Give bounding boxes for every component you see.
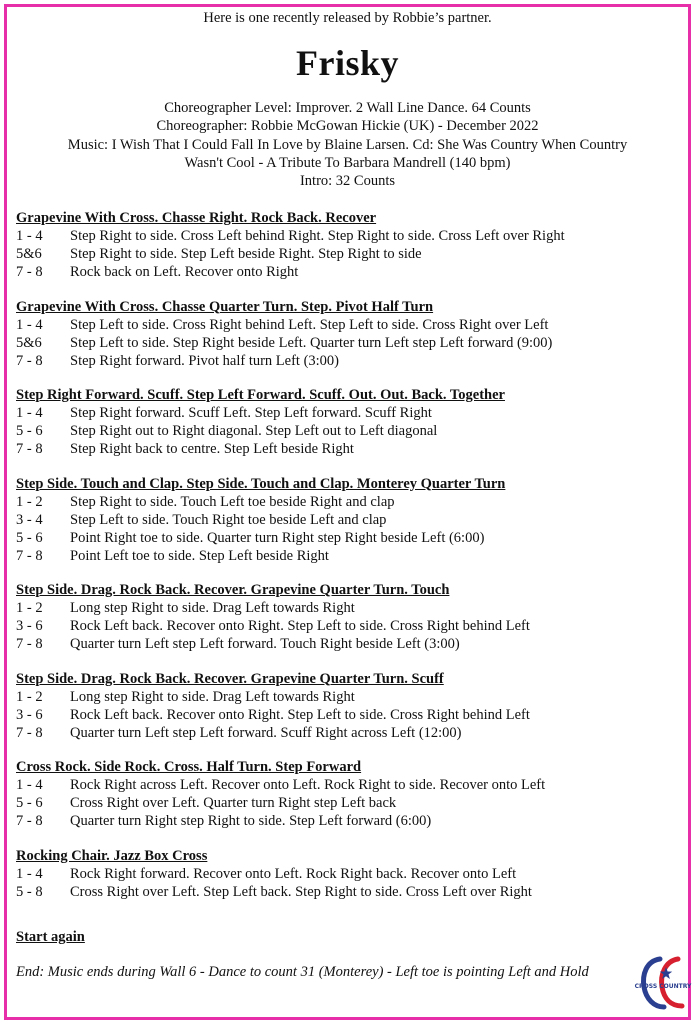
step-count: 5&6 bbox=[16, 334, 42, 351]
step-row bbox=[16, 688, 676, 706]
step-description: Long step Right to side. Drag Left towards Right bbox=[70, 600, 355, 616]
info-music: Music: I Wish That I Could Fall In Love by Blaine Larsen. Cd: She Was Country When Country bbox=[67, 136, 628, 153]
logo-text: CROSS COUNTRY bbox=[634, 983, 692, 990]
step-count: 7 - 8 bbox=[16, 264, 43, 280]
step-row bbox=[16, 511, 676, 529]
step-row bbox=[16, 547, 676, 565]
step-count: 1 - 4 bbox=[16, 405, 43, 421]
step-description: Step Right to side. Cross Left behind Right. Step Right to side. Cross Left over Right bbox=[70, 228, 565, 244]
ending-note: End: Music ends during Wall 6 - Dance to count 31 (Monterey) - Left toe is pointing Left and Hold bbox=[16, 964, 589, 980]
step-count: 3 - 6 bbox=[16, 618, 43, 634]
step-description: Quarter turn Left step Left forward. Scuff Right across Left (12:00) bbox=[70, 724, 462, 741]
step-row bbox=[16, 493, 676, 511]
step-count: 5 - 6 bbox=[16, 529, 43, 546]
step-description: Step Right back to centre. Step Left beside Right bbox=[70, 441, 354, 457]
step-row bbox=[16, 227, 676, 245]
step-count: 5 - 8 bbox=[16, 883, 43, 900]
step-row bbox=[16, 334, 676, 352]
step-description: Rock back on Left. Recover onto Right bbox=[70, 264, 299, 280]
section-heading: Rocking Chair. Jazz Box Cross bbox=[16, 847, 208, 864]
start-again: Start again bbox=[16, 929, 85, 945]
step-description: Step Right out to Right diagonal. Step Left out to Left diagonal bbox=[70, 423, 438, 439]
step-row bbox=[16, 352, 676, 370]
step-row bbox=[16, 812, 676, 830]
section-heading: Grapevine With Cross. Chasse Right. Rock Back. Recover bbox=[16, 210, 377, 226]
step-description: Point Left toe to side. Step Left beside Right bbox=[70, 547, 329, 564]
step-count: 1 - 2 bbox=[16, 688, 43, 705]
step-description: Step Right to side. Step Left beside Right. Step Right to side bbox=[70, 246, 422, 262]
step-description: Step Left to side. Step Right beside Left. Quarter turn Left step Left forward (9:00) bbox=[70, 334, 553, 351]
step-description: Rock Right forward. Recover onto Left. Rock Right back. Recover onto Left bbox=[70, 865, 517, 882]
step-count: 3 - 6 bbox=[16, 706, 43, 723]
step-description: Step Right forward. Pivot half turn Left (3:00) bbox=[70, 352, 340, 369]
step-description: Point Right toe to side. Quarter turn Right step Right beside Left (6:00) bbox=[70, 529, 485, 546]
step-row bbox=[16, 706, 676, 724]
step-description: Step Right to side. Touch Left toe beside Right and clap bbox=[70, 493, 395, 510]
section-heading: Step Right Forward. Scuff. Step Left Forward. Scuff. Out. Out. Back. Together bbox=[16, 387, 505, 403]
step-count: 1 - 4 bbox=[16, 865, 43, 882]
step-count: 7 - 8 bbox=[16, 636, 43, 652]
section bbox=[16, 298, 676, 370]
section-heading: Step Side. Drag. Rock Back. Recover. Grapevine Quarter Turn. Touch bbox=[16, 582, 450, 598]
step-description: Rock Left back. Recover onto Right. Step Left to side. Cross Right behind Left bbox=[70, 618, 530, 634]
step-description: Quarter turn Right step Right to side. Step Left forward (6:00) bbox=[70, 813, 432, 829]
step-count: 7 - 8 bbox=[16, 813, 43, 829]
step-description: Rock Left back. Recover onto Right. Step Left to side. Cross Right behind Left bbox=[70, 706, 530, 723]
step-description: Cross Right over Left. Quarter turn Right step Left back bbox=[70, 795, 397, 811]
step-row bbox=[16, 245, 676, 263]
step-row bbox=[16, 404, 676, 422]
step-description: Quarter turn Left step Left forward. Touch Right beside Left (3:00) bbox=[70, 636, 460, 652]
dance-info bbox=[0, 99, 695, 190]
section bbox=[16, 209, 676, 281]
section bbox=[16, 581, 676, 653]
step-count: 3 - 4 bbox=[16, 511, 43, 528]
step-row bbox=[16, 440, 676, 458]
step-count: 5 - 6 bbox=[16, 795, 43, 811]
step-row bbox=[16, 529, 676, 547]
step-row bbox=[16, 599, 676, 617]
section bbox=[16, 758, 676, 830]
section-heading: Step Side. Drag. Rock Back. Recover. Grapevine Quarter Turn. Scuff bbox=[16, 670, 444, 687]
section bbox=[16, 475, 676, 565]
step-count: 1 - 4 bbox=[16, 777, 43, 793]
step-count: 1 - 2 bbox=[16, 600, 43, 616]
step-description: Step Left to side. Touch Right toe beside Left and clap bbox=[70, 511, 387, 528]
step-count: 1 - 4 bbox=[16, 228, 43, 244]
info-choreographer: Choreographer: Robbie McGowan Hickie (UK) - December 2022 bbox=[156, 118, 539, 135]
section bbox=[16, 386, 676, 458]
section-heading: Grapevine With Cross. Chasse Quarter Turn. Step. Pivot Half Turn bbox=[16, 298, 434, 315]
step-count: 5&6 bbox=[16, 246, 42, 262]
step-row bbox=[16, 883, 676, 901]
step-row bbox=[16, 617, 676, 635]
step-row bbox=[16, 865, 676, 883]
section bbox=[16, 670, 676, 742]
step-row bbox=[16, 794, 676, 812]
section bbox=[16, 847, 676, 901]
dance-title: Frisky bbox=[295, 43, 399, 83]
section-heading: Step Side. Touch and Clap. Step Side. Touch and Clap. Monterey Quarter Turn bbox=[16, 475, 506, 492]
step-row bbox=[16, 422, 676, 440]
step-description: Long step Right to side. Drag Left towards Right bbox=[70, 688, 355, 705]
step-count: 7 - 8 bbox=[16, 724, 43, 741]
step-row bbox=[16, 316, 676, 334]
step-count: 7 - 8 bbox=[16, 441, 43, 457]
step-row bbox=[16, 724, 676, 742]
info-intro: Intro: 32 Counts bbox=[299, 173, 396, 190]
cross-country-logo bbox=[634, 955, 692, 1011]
info-level: Choreographer Level: Improver. 2 Wall Line Dance. 64 Counts bbox=[164, 100, 531, 116]
step-count: 5 - 6 bbox=[16, 423, 43, 439]
step-row bbox=[16, 776, 676, 794]
step-description: Step Right forward. Scuff Left. Step Left forward. Scuff Right bbox=[70, 405, 432, 421]
step-count: 7 - 8 bbox=[16, 547, 43, 564]
step-description: Rock Right across Left. Recover onto Left. Rock Right to side. Recover onto Left bbox=[70, 777, 546, 793]
step-count: 1 - 2 bbox=[16, 493, 43, 510]
step-row bbox=[16, 263, 676, 281]
section-heading: Cross Rock. Side Rock. Cross. Half Turn. Step Forward bbox=[16, 759, 362, 775]
step-count: 1 - 4 bbox=[16, 316, 43, 333]
step-sections bbox=[16, 209, 676, 917]
step-description: Cross Right over Left. Step Left back. Step Right to side. Cross Left over Right bbox=[70, 883, 532, 900]
step-row bbox=[16, 635, 676, 653]
info-music-cont: Wasn't Cool - A Tribute To Barbara Mandrell (140 bpm) bbox=[184, 154, 511, 171]
step-description: Step Left to side. Cross Right behind Left. Step Left to side. Cross Right over Left bbox=[70, 316, 549, 333]
step-count: 7 - 8 bbox=[16, 352, 43, 369]
intro-note: Here is one recently released by Robbie’s partner. bbox=[203, 10, 492, 26]
